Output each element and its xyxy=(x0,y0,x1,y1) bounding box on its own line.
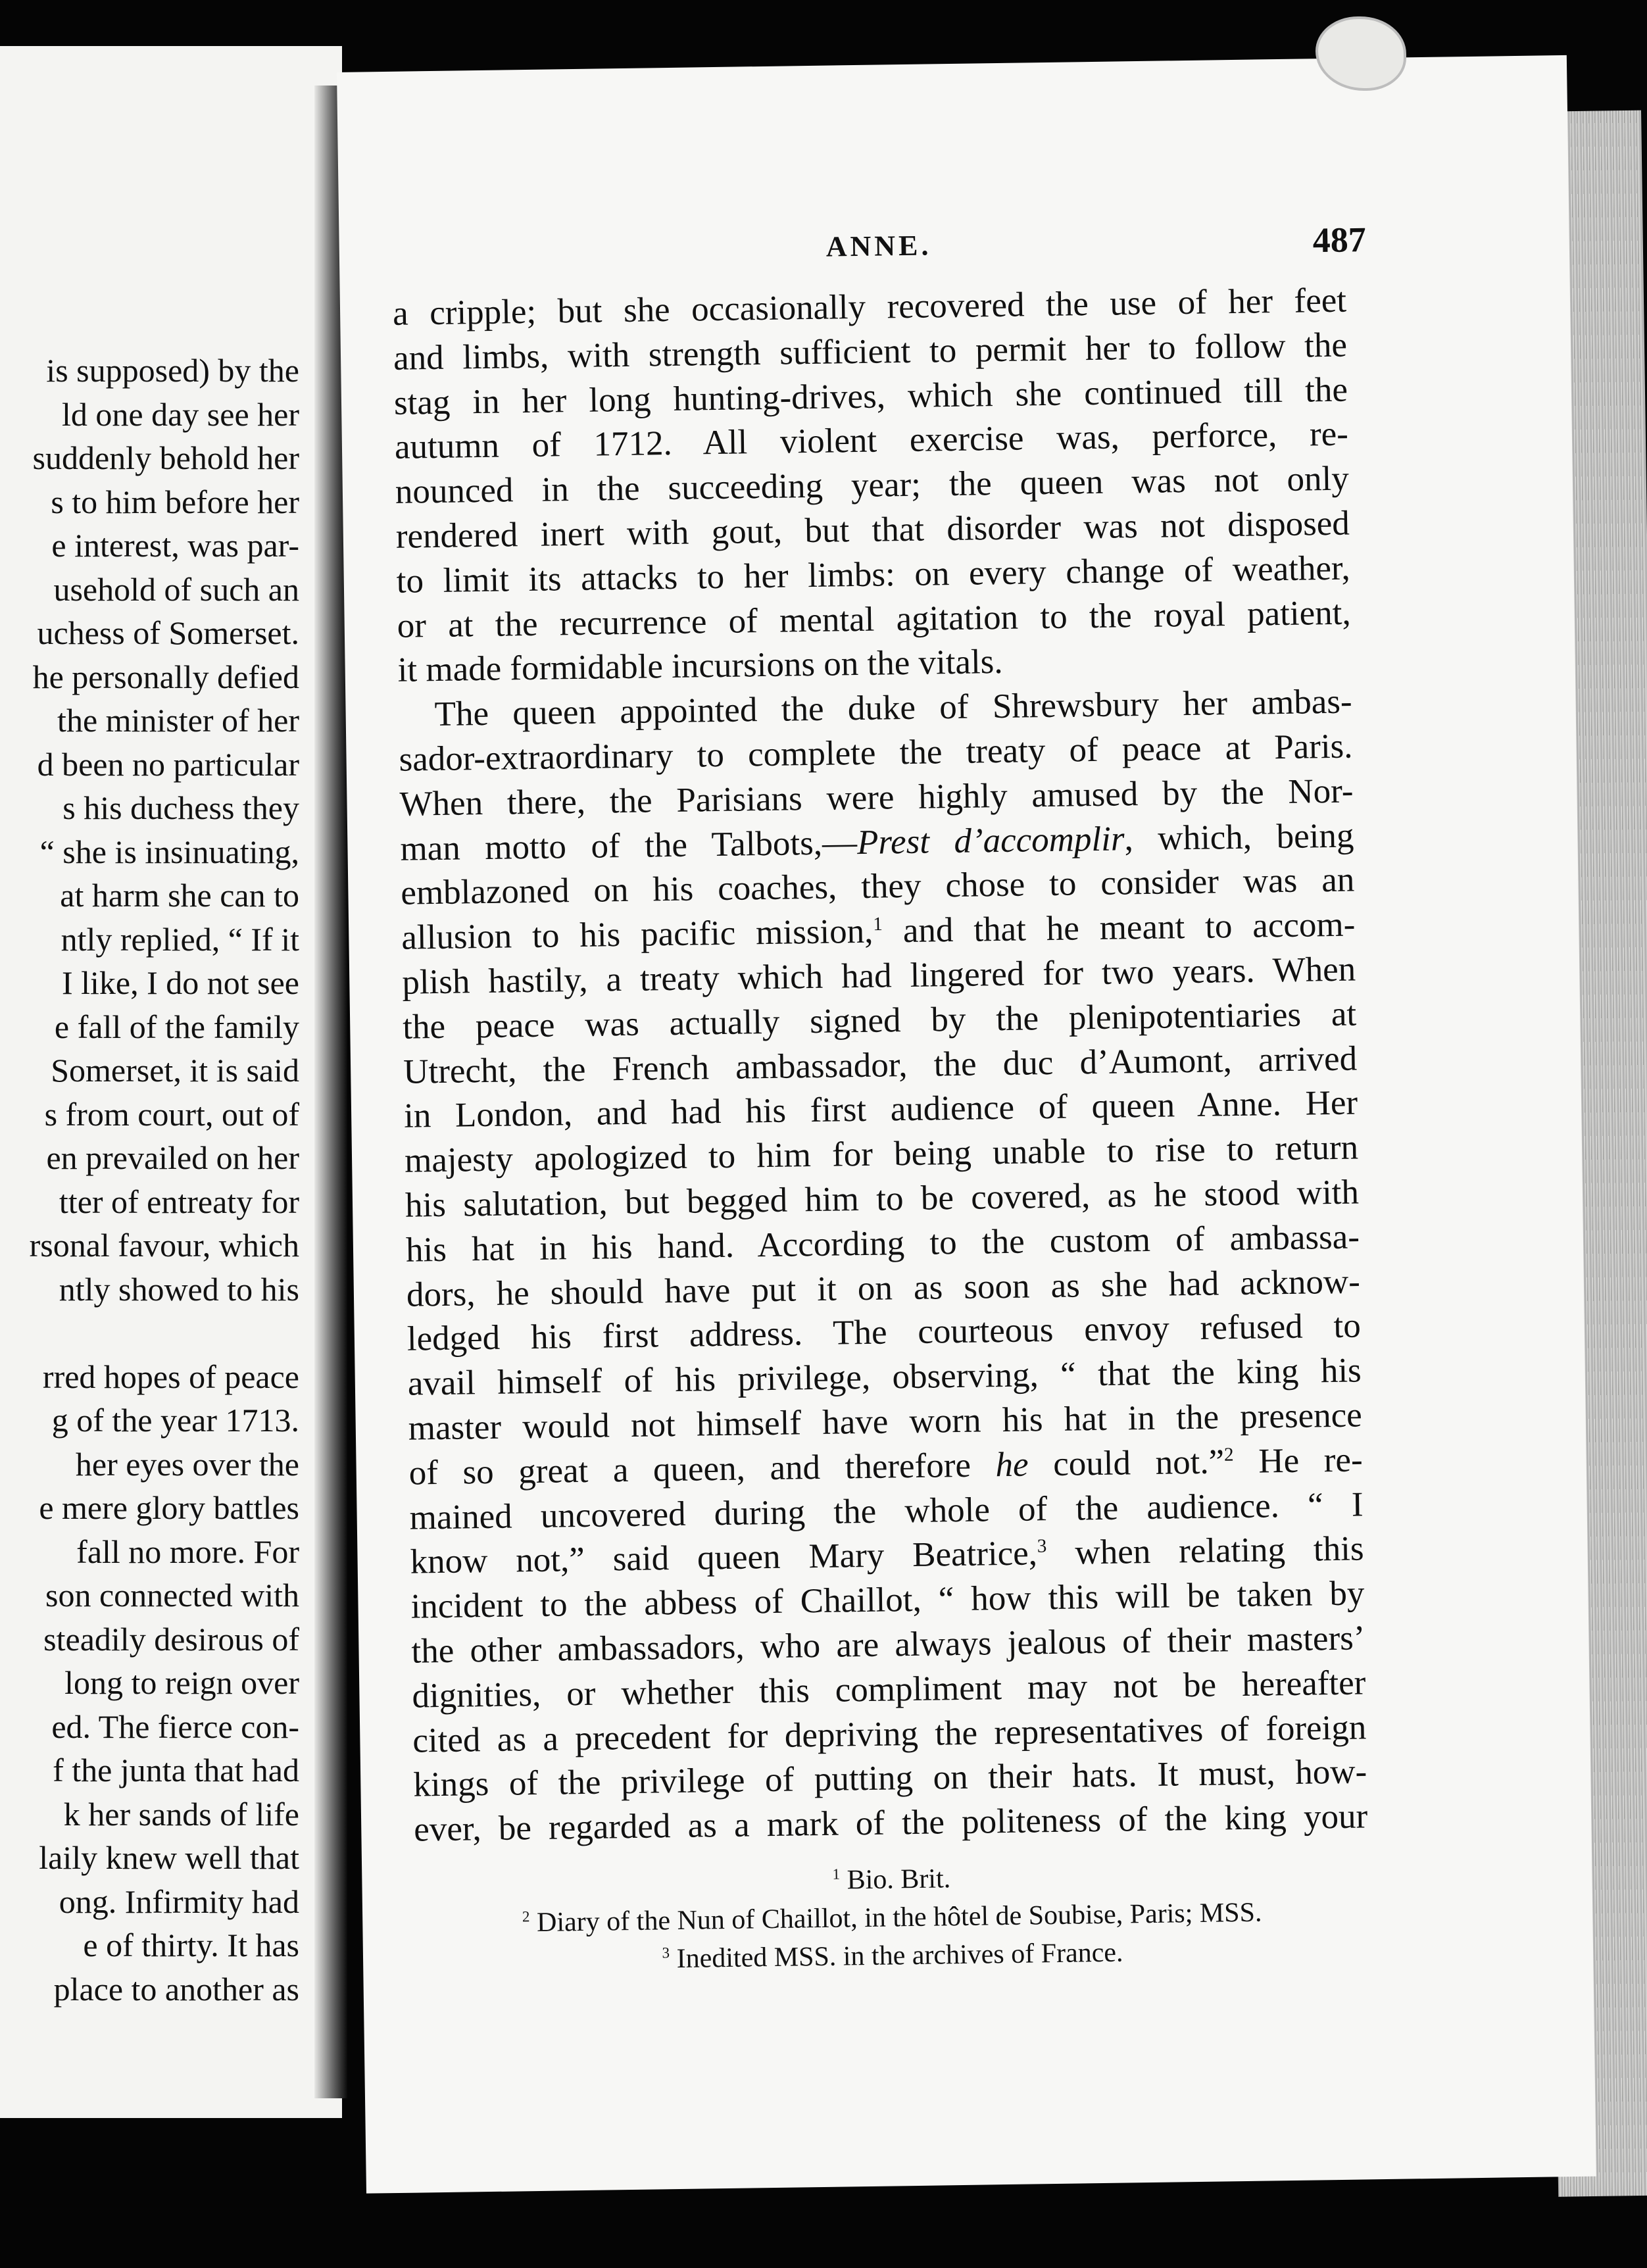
text-line: is supposed) by the xyxy=(46,352,299,389)
text-line: usehold of such an xyxy=(53,570,299,608)
text-line: The queen appointed the duke of Shrewsbury her ambas- xyxy=(434,682,1352,734)
footnote-mark: 2 xyxy=(522,1908,530,1925)
text-line: the peace was actually signed by the plenipotentiaries at xyxy=(402,995,1357,1047)
text-line: When there, the Parisians were highly amused by the Nor- xyxy=(399,772,1354,824)
text-line: ld one day see her xyxy=(62,395,299,433)
footnote-mark: 1 xyxy=(832,1865,841,1883)
text-line: ntly showed to his xyxy=(59,1270,299,1308)
text-line: sador-extraordinary to complete the treaty of peace at Paris. xyxy=(399,727,1353,779)
text-line: emblazoned on his coaches, they chose to consider was an xyxy=(401,860,1355,913)
text-line: ever, be regarded as a mark of the politeness of the king your xyxy=(413,1797,1368,1849)
text-line: master would not himself have worn his hat in the presence xyxy=(408,1396,1363,1448)
footnote-text: Bio. Brit. xyxy=(839,1863,951,1896)
text-line: in London, and had his first audience of queen Anne. Her xyxy=(403,1083,1358,1136)
text-run: allusion to his pacific mission, xyxy=(401,912,873,957)
text-line: Somerset, it is said xyxy=(51,1052,299,1089)
text-line: rred hopes of peace xyxy=(42,1358,299,1395)
footnote-ref: 3 xyxy=(1037,1535,1047,1558)
text-line: s his duchess they xyxy=(62,789,299,826)
text-line: ledged his first address. The courteous envoy refused to xyxy=(406,1306,1362,1359)
text-line: suddenly behold her xyxy=(32,439,299,476)
running-head: ANNE. xyxy=(825,229,932,263)
text-line: mained uncovered during the whole of the audience. “ I xyxy=(409,1485,1364,1537)
text-line: he personally defied xyxy=(32,658,299,695)
text-run: , which, being xyxy=(1124,816,1354,858)
footnotes xyxy=(414,1854,1369,1981)
text-line: e mere glory battles xyxy=(39,1489,299,1526)
text-line: “ she is insinuating, xyxy=(39,833,299,870)
page-number: 487 xyxy=(1312,220,1367,260)
text-line: e of thirty. It has xyxy=(83,1927,299,1963)
left-page xyxy=(0,46,342,2118)
text-line: dors, he should have put it on as soon as she had acknow- xyxy=(406,1262,1361,1314)
text-run: man motto of the Talbots,— xyxy=(400,823,858,868)
text-run: when relating this xyxy=(1046,1529,1364,1573)
motto-italic: Prest d’accomplir xyxy=(856,819,1125,862)
text-run: He re- xyxy=(1233,1441,1364,1481)
text-line: cited as a precedent for depriving the representatives of foreign xyxy=(412,1708,1367,1760)
text-line: s from court, out of xyxy=(44,1095,299,1133)
footnote-text: Diary of the Nun of Chaillot, in the hôtel de Soubise, Paris; MSS. xyxy=(529,1897,1262,1938)
text-line: it made formidable incursions on the vitals. xyxy=(397,643,1003,690)
text-line: incident to the abbess of Chaillot, “ how this will be taken by xyxy=(410,1574,1365,1626)
text-line: to limit its attacks to her limbs: on every change of weather, xyxy=(396,549,1351,601)
text-line: and limbs, with strength sufficient to permit her to follow the xyxy=(393,326,1348,378)
text-line: rendered inert with gout, but that disorder was not disposed xyxy=(395,504,1350,556)
text-line: ed. The fierce con- xyxy=(51,1708,299,1745)
text-line: place to another as xyxy=(53,1970,299,2008)
text-line: at harm she can to xyxy=(60,877,299,914)
text-line: majesty apologized to him for being unable to rise to return xyxy=(404,1128,1359,1180)
text-line: ntly replied, “ If it xyxy=(61,920,299,958)
right-page xyxy=(337,55,1596,2194)
text-run: of so great a queen, and therefore xyxy=(408,1445,996,1492)
text-line: uchess of Somerset. xyxy=(37,614,299,651)
text-line: the minister of her xyxy=(57,702,299,739)
body-text xyxy=(393,279,1368,1853)
text-line: the other ambassadors, who are always jealous of their masters’ xyxy=(411,1619,1365,1671)
text-line: kings of the privilege of putting on their hats. It must, how- xyxy=(412,1752,1367,1804)
text-run: could not.” xyxy=(1028,1442,1225,1484)
text-line: e fall of the family xyxy=(54,1008,299,1045)
text-line: d been no particular xyxy=(37,745,299,783)
footnote-ref: 1 xyxy=(872,914,883,935)
text-line: dignities, or whether this compliment may not be hereafter xyxy=(412,1664,1366,1715)
text-line: her eyes over the xyxy=(75,1445,299,1483)
text-line: steadily desirous of xyxy=(43,1620,299,1658)
text-line: k her sands of life xyxy=(63,1795,299,1833)
text-line: son connected with xyxy=(45,1577,299,1614)
text-run: know not,” said queen Mary Beatrice, xyxy=(410,1534,1038,1581)
emphasis-italic: he xyxy=(995,1445,1029,1484)
text-line: f the junta that had xyxy=(53,1752,299,1788)
text-line: a cripple; but she occasionally recovered the use of her feet xyxy=(392,281,1347,333)
text-line: en prevailed on her xyxy=(46,1139,299,1176)
text-line: stag in her long hunting-drives, which she continued till the xyxy=(393,370,1348,422)
footnote-text: Inedited MSS. in the archives of France. xyxy=(669,1937,1123,1975)
text-line: I like, I do not see xyxy=(61,964,299,1001)
text-line: his hat in his hand. According to the custom of ambassa- xyxy=(405,1218,1360,1270)
text-line: laily knew well that xyxy=(39,1839,299,1876)
footnote-ref: 2 xyxy=(1223,1444,1234,1466)
text-line: ong. Infirmity had xyxy=(59,1883,299,1920)
footnote-mark: 3 xyxy=(662,1944,670,1961)
text-run: and that he meant to accom- xyxy=(882,905,1356,950)
text-line: g of the year 1713. xyxy=(51,1402,299,1439)
text-line xyxy=(0,1311,299,1355)
text-line: e interest, was par- xyxy=(51,527,299,564)
text-line: fall no more. For xyxy=(76,1533,299,1570)
text-line: plish hastily, a treaty which had lingered for two years. When xyxy=(401,950,1356,1002)
text-line: rsonal favour, which xyxy=(29,1227,299,1264)
text-line: nounced in the succeeding year; the queen was not only xyxy=(395,459,1350,512)
text-line: s to him before her xyxy=(51,483,299,520)
left-page-text xyxy=(0,349,299,2011)
text-line: Utrecht, the French ambassador, the duc d’Aumont, arrived xyxy=(403,1039,1358,1091)
text-line: tter of entreaty for xyxy=(59,1183,299,1220)
text-line: or at the recurrence of mental agitation to the royal patient, xyxy=(397,593,1352,645)
text-line: his salutation, but begged him to be covered, as he stood with xyxy=(405,1173,1360,1225)
text-line: autumn of 1712. All violent exercise was, perforce, re- xyxy=(394,414,1349,467)
text-line: avail himself of his privilege, observing, “ that the king his xyxy=(407,1351,1362,1403)
text-line: long to reign over xyxy=(64,1664,299,1701)
